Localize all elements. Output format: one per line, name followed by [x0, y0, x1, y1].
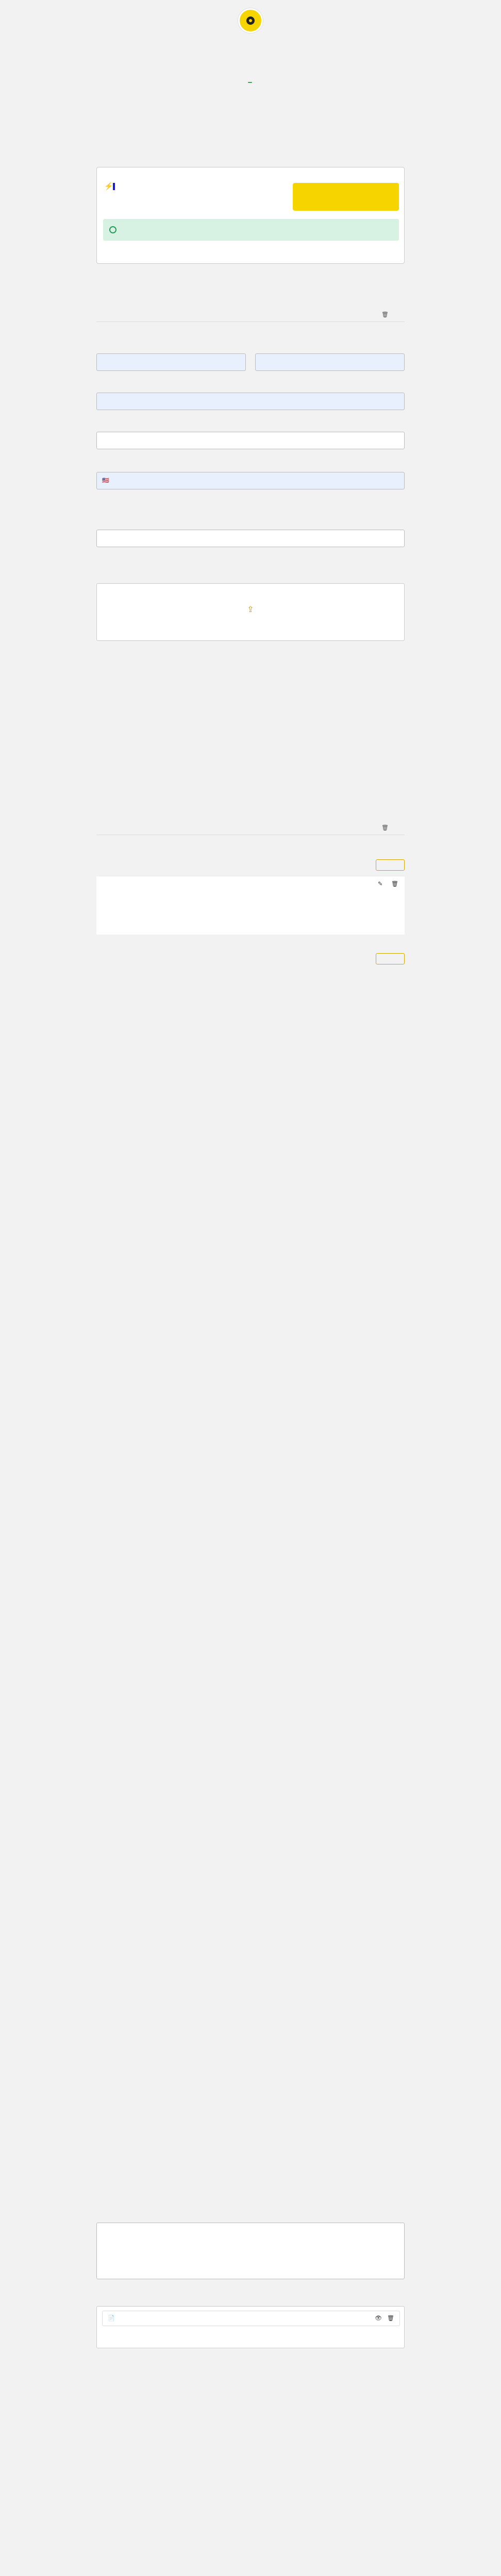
company-logo: [238, 8, 263, 33]
upload-icon: ⇪: [247, 605, 254, 614]
bolt-icon: ⚡: [104, 182, 113, 190]
trash-icon[interactable]: 🗑: [391, 881, 398, 887]
last-name-input[interactable]: [255, 353, 405, 371]
headline-input[interactable]: [96, 432, 405, 449]
add-experience-button[interactable]: [376, 953, 405, 964]
personal-clear-button[interactable]: [381, 311, 389, 318]
email-input[interactable]: [96, 393, 405, 410]
flag-icon: 🇺🇸: [102, 478, 109, 484]
add-education-button[interactable]: [376, 859, 405, 871]
document-icon: 📄: [108, 2315, 115, 2321]
trash-icon: 🗑: [381, 825, 389, 831]
phone-input[interactable]: [96, 472, 405, 489]
profile-clear-button[interactable]: [381, 824, 389, 831]
trash-icon: 🗑: [381, 312, 389, 318]
check-circle-icon: [109, 226, 116, 233]
eye-icon[interactable]: 👁: [375, 2315, 382, 2321]
summary-textarea[interactable]: [96, 2223, 405, 2279]
address-input[interactable]: [96, 530, 405, 547]
resume-upload: [96, 2306, 405, 2348]
edit-icon[interactable]: ✎: [378, 881, 383, 887]
import-resume-button[interactable]: [293, 183, 399, 211]
autofill-box: [96, 167, 405, 264]
trash-icon[interactable]: 🗑: [387, 2315, 394, 2321]
remote-badge: [248, 82, 252, 83]
photo-upload-area[interactable]: [96, 583, 405, 641]
resume-file: [102, 2311, 400, 2326]
autofill-success-banner: [103, 219, 399, 241]
education-entry: [96, 876, 405, 935]
autofill-title: [104, 182, 285, 191]
job-meta: [0, 78, 501, 84]
divider: [96, 321, 405, 322]
first-name-input[interactable]: [96, 353, 246, 371]
